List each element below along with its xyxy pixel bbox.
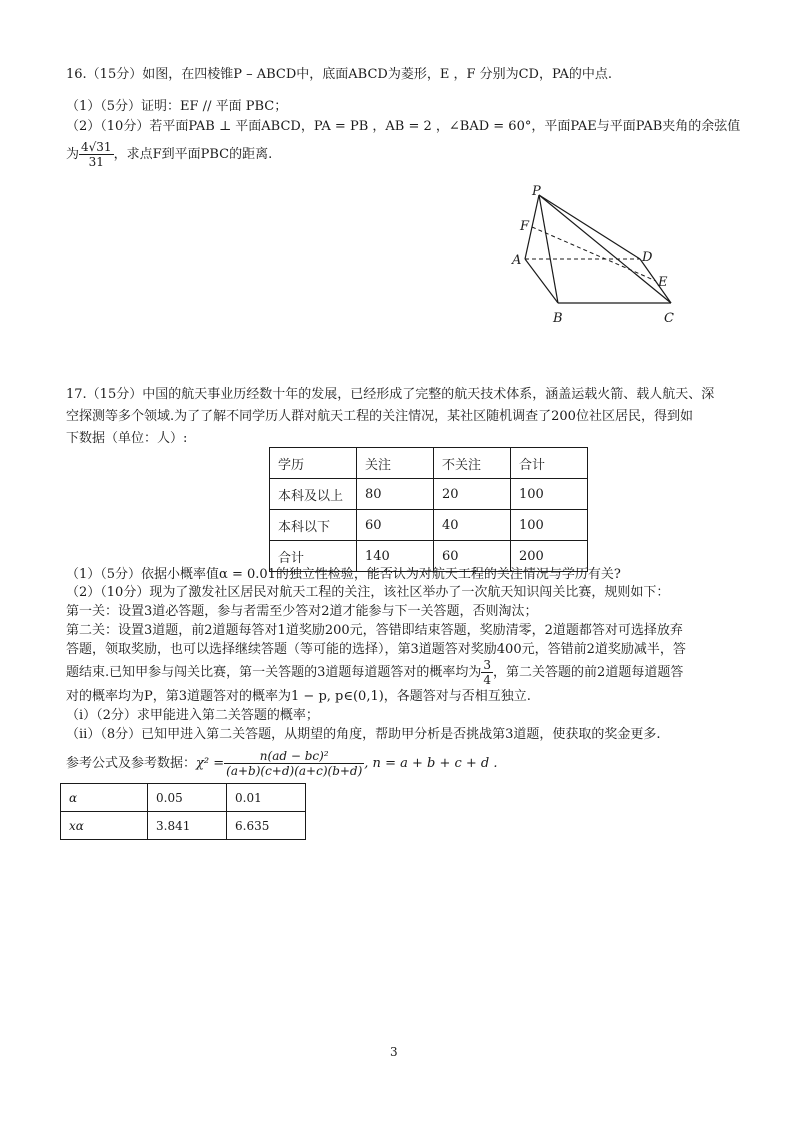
table-cell: 3.841 — [148, 812, 227, 840]
table-row — [270, 510, 588, 541]
table-row — [270, 479, 588, 510]
table-cell: 80 — [357, 479, 434, 510]
chi-square-numerator: n(ad − bc)² — [224, 749, 364, 764]
edge-AB — [525, 259, 558, 303]
q17-intro-line3: 下数据（单位：人）: — [66, 431, 188, 446]
table-row — [61, 812, 306, 840]
q17-rule2-line3 — [66, 656, 683, 690]
q16-cos-fraction — [79, 140, 114, 169]
table-cell: 200 — [511, 541, 588, 572]
reference-formula — [66, 746, 498, 782]
label-P: P — [532, 185, 541, 199]
reference-table — [60, 783, 306, 840]
table-cell: 0.01 — [227, 784, 306, 812]
table-cell: 60 — [434, 541, 511, 572]
table-cell: 20 — [434, 479, 511, 510]
table-header-cell: 学历 — [270, 448, 357, 479]
q17-sub2: （ii）（8分）已知甲进入第二关答题，从期望的角度，帮助甲分析是否挑战第3道题，使获取的奖金更多. — [66, 727, 661, 742]
table-header-row — [270, 448, 588, 479]
table-cell: α — [61, 784, 148, 812]
q16-part2-suffix: ，求点F到平面PBC的距离. — [113, 147, 273, 162]
q16-cos-numerator: 4√31 — [81, 140, 112, 154]
label-C: C — [664, 311, 674, 326]
edge-PC — [539, 195, 671, 303]
q16-stem: 16.（15分）如图，在四棱锥P – ABCD中，底面ABCD为菱形，E ，F 分别为CD，PA的中点. — [66, 67, 613, 82]
formula-suffix: , n = a + b + c + d . — [364, 756, 498, 771]
table-cell: 本科以下 — [270, 510, 357, 541]
q17-prob-fraction — [481, 658, 493, 687]
table-cell: 60 — [357, 510, 434, 541]
q16-part1: （1）（5分）证明：EF // 平面 PBC； — [66, 99, 288, 114]
formula-lhs: χ² = — [196, 756, 225, 771]
q17-rule2-line2: 答题，领取奖励，也可以选择继续答题（等可能的选择），第3道题答对奖励400元，答错前2道奖励减半，答 — [66, 642, 686, 657]
q17-prob-denominator: 4 — [483, 673, 492, 687]
pyramid-figure — [508, 185, 688, 330]
table-cell: 本科及以上 — [270, 479, 357, 510]
q16-cos-denominator: 31 — [88, 155, 104, 169]
q17-rule1: 第一关：设置3道必答题，参与者需至少答对2道才能参与下一关答题，否则淘汰； — [66, 604, 538, 619]
q17-rule2-line4: 对的概率均为P，第3道题答对的概率为1 − p, p∈(0,1)，各题答对与否相互独立. — [66, 689, 531, 704]
label-F: F — [520, 219, 530, 234]
q17-part2: （2）（10分）现为了激发社区居民对航天工程的关注，该社区举办了一次航天知识闯关比赛，规则如下： — [66, 585, 670, 600]
q16-part2-line2 — [66, 138, 272, 172]
page-number: 3 — [390, 1045, 398, 1059]
survey-table — [269, 447, 588, 572]
label-A: A — [512, 253, 522, 268]
table-header-cell: 合计 — [511, 448, 588, 479]
q16-part2-line1: （2）（10分）若平面PAB ⊥ 平面ABCD，PA = PB ，AB = 2 ，∠BAD = 60°，平面PAE与平面PAB夹角的余弦值 — [66, 119, 741, 134]
label-B: B — [553, 311, 563, 326]
table-cell: 100 — [511, 510, 588, 541]
label-E: E — [658, 275, 668, 290]
q17-intro-line2: 空探测等多个领域.为了了解不同学历人群对航天工程的关注情况，某社区随机调查了200位社区居民，得到如 — [66, 409, 693, 424]
q17-sub1: （i）（2分）求甲能进入第二关答题的概率； — [66, 708, 319, 723]
q17-rule2-line1: 第二关：设置3道题，前2道题每答对1道奖励200元，答错即结束答题，奖励清零，2道题都答对可选择放弃 — [66, 623, 683, 638]
q17-rule2-line3-suffix: ，第二关答题的前2道题每道题答 — [493, 665, 684, 680]
chi-square-denominator: (a+b)(c+d)(a+c)(b+d) — [226, 764, 363, 778]
table-cell: 6.635 — [227, 812, 306, 840]
table-cell: 100 — [511, 479, 588, 510]
table-cell: 0.05 — [148, 784, 227, 812]
q17-part1: （1）（5分）依据小概率值α = 0.01的独立性检验，能否认为对航天工程的关注情况与学历有关? — [66, 567, 621, 582]
q17-prob-numerator: 3 — [483, 658, 492, 672]
formula-prefix: 参考公式及参考数据： — [66, 756, 197, 771]
segment-FE-hidden — [532, 227, 656, 281]
q16-part2-prefix: 为 — [66, 147, 80, 162]
q17-intro-line1: 17.（15分）中国的航天事业历经数十年的发展，已经形成了完整的航天技术体系，涵盖运载火箭、载人航天、深 — [66, 387, 715, 402]
table-cell: 合计 — [270, 541, 357, 572]
table-cell: 40 — [434, 510, 511, 541]
label-D: D — [642, 250, 653, 265]
table-cell: xα — [61, 812, 148, 840]
edge-PD — [539, 195, 640, 259]
table-row — [61, 784, 306, 812]
chi-square-fraction — [224, 749, 364, 778]
table-header-cell: 不关注 — [434, 448, 511, 479]
edge-PB — [539, 195, 558, 303]
table-cell: 140 — [357, 541, 434, 572]
q17-rule2-line3-prefix: 题结束.已知甲参与闯关比赛，第一关答题的3道题每道题答对的概率均为 — [66, 665, 482, 680]
table-header-cell: 关注 — [357, 448, 434, 479]
